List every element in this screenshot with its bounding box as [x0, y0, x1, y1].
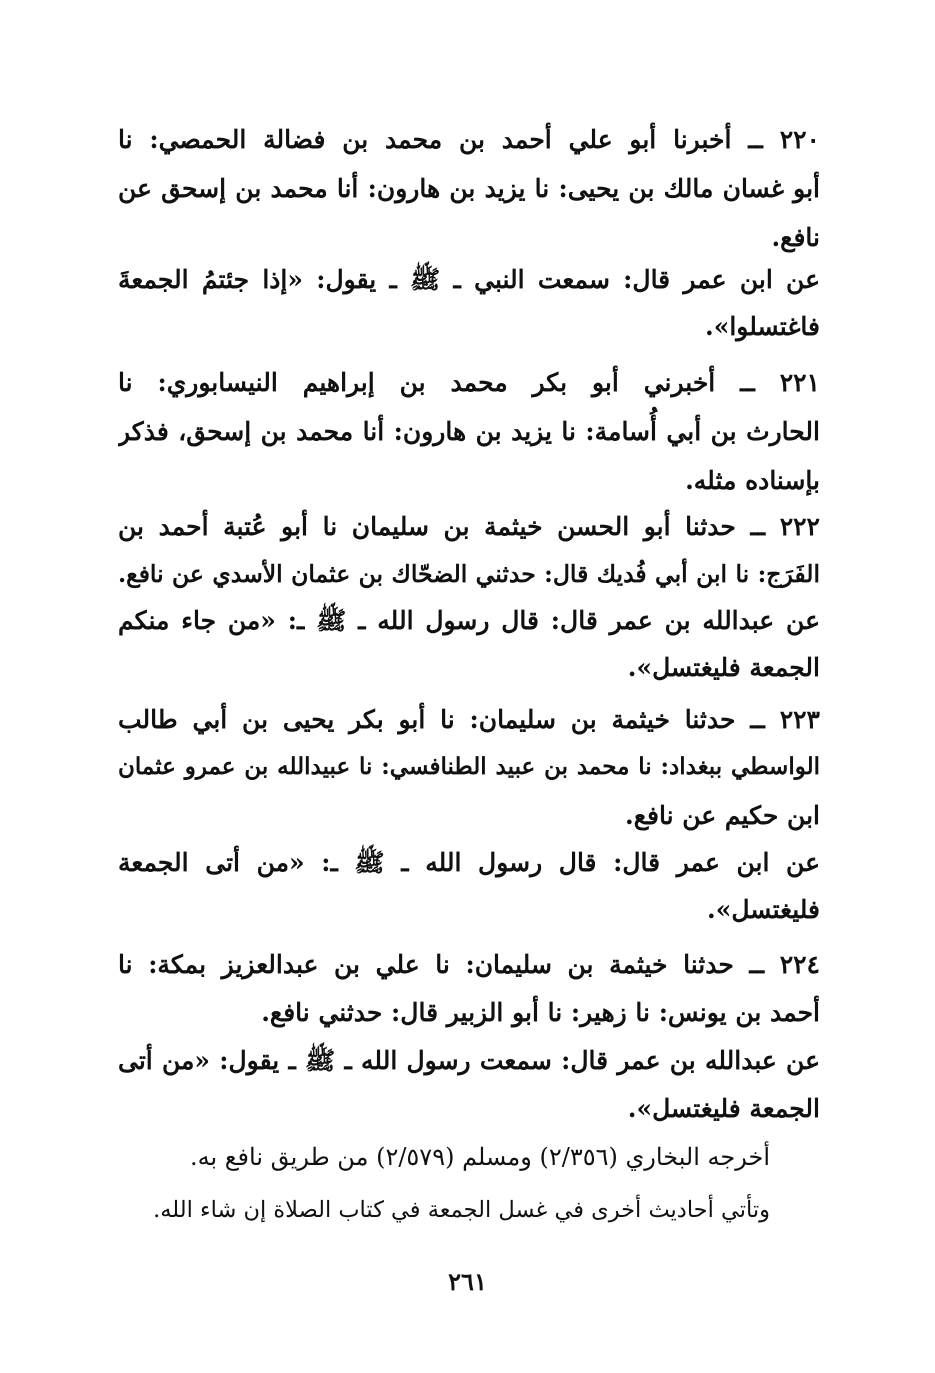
hadith-223-matn-line-1: عن ابن عمر قال: قال رسول الله ـ ﷺ ـ: «من أتى الجمعة: [118, 848, 820, 877]
hadith-224-matn-line-2: الجمعة فليغتسل».: [627, 1094, 820, 1123]
hadith-221-line-2: الحارث بن أبي أُسامة: نا يزيد بن هارون: أنا محمد بن إسحق، فذكر: [118, 417, 820, 446]
hadith-222-matn-line-2: الجمعة فليغتسل».: [627, 653, 820, 682]
hadith-224-line-1: ٢٢٤ ــ حدثنا خيثمة بن سليمان: نا علي بن عبدالعزيز بمكة: نا: [118, 950, 820, 979]
hadith-220-line-2: أبو غسان مالك بن يحيى: نا يزيد بن هارون: أنا محمد بن إسحق عن: [118, 174, 820, 203]
footnote-2: وتأتي أحاديث أخرى في غسل الجمعة في كتاب الصلاة إن شاء الله.: [153, 1197, 770, 1223]
hadith-224-line-2: أحمد بن يونس: نا زهير: نا أبو الزبير قال: حدثني نافع.: [261, 998, 820, 1027]
hadith-223-line-2: الواسطي ببغداد: نا محمد بن عبيد الطنافسي: نا عبيدالله بن عمرو عثمان: [118, 753, 820, 780]
hadith-223-matn-line-2: فليغتسل».: [707, 895, 820, 924]
hadith-222-matn-line-1: عن عبدالله بن عمر قال: قال رسول الله ـ ﷺ ـ: «من جاء منكم: [118, 606, 820, 635]
hadith-220-matn-line-1: عن ابن عمر قال: سمعت النبي ـ ﷺ ـ يقول: «إذا جئتمُ الجمعةَ: [118, 265, 820, 294]
hadith-222-line-1: ٢٢٢ ــ حدثنا أبو الحسن خيثمة بن سليمان نا أبو عُتبة أحمد بن: [118, 512, 820, 541]
hadith-220-line-3: نافع.: [771, 223, 820, 252]
hadith-220-line-1: ٢٢٠ ــ أخبرنا أبو علي أحمد بن محمد بن فضالة الحمصي: نا: [118, 125, 820, 154]
hadith-224-matn-line-1: عن عبدالله بن عمر قال: سمعت رسول الله ـ ﷺ ـ يقول: «من أتى: [118, 1046, 820, 1075]
hadith-222-line-2: الفَرَج: نا ابن أبي فُديك قال: حدثني الضحّاك بن عثمان الأسدي عن نافع.: [118, 560, 820, 588]
hadith-220-matn-line-2: فاغتسلوا».: [705, 312, 820, 341]
footnote-1: أخرجه البخاري (٢/٣٥٦) ومسلم (٢/٥٧٩) من طريق نافع به.: [189, 1143, 770, 1171]
hadith-223-line-1: ٢٢٣ ــ حدثنا خيثمة بن سليمان: نا أبو بكر يحيى بن أبي طالب: [118, 705, 820, 734]
hadith-221-line-1: ٢٢١ ــ أخبرني أبو بكر محمد بن إبراهيم النيسابوري: نا: [118, 368, 820, 397]
hadith-223-line-3: ابن حكيم عن نافع.: [625, 801, 820, 830]
page-number: ٢٦١: [448, 1267, 487, 1296]
hadith-221-line-3: بإسناده مثله.: [685, 466, 820, 495]
